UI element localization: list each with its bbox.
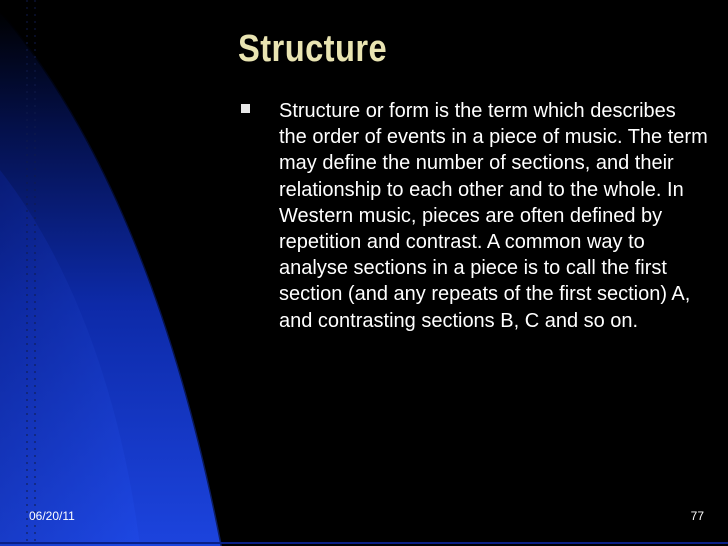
footer-date: 06/20/11 (29, 509, 75, 523)
slide-title: Structure (238, 28, 388, 70)
square-bullet-icon (241, 104, 250, 113)
page-number: 77 (690, 509, 704, 523)
bullet-text: Structure or form is the term which describes the order of events in a piece of music. The term may define the number of sections, and their relationship to each other and to the whole. In Western music, pieces are often defined by repetition and contrast. A common way to analyse sections in a piece is to call the first section (and any repeats of the first section) A, and contrasting sections B, C and so on. (279, 100, 708, 332)
